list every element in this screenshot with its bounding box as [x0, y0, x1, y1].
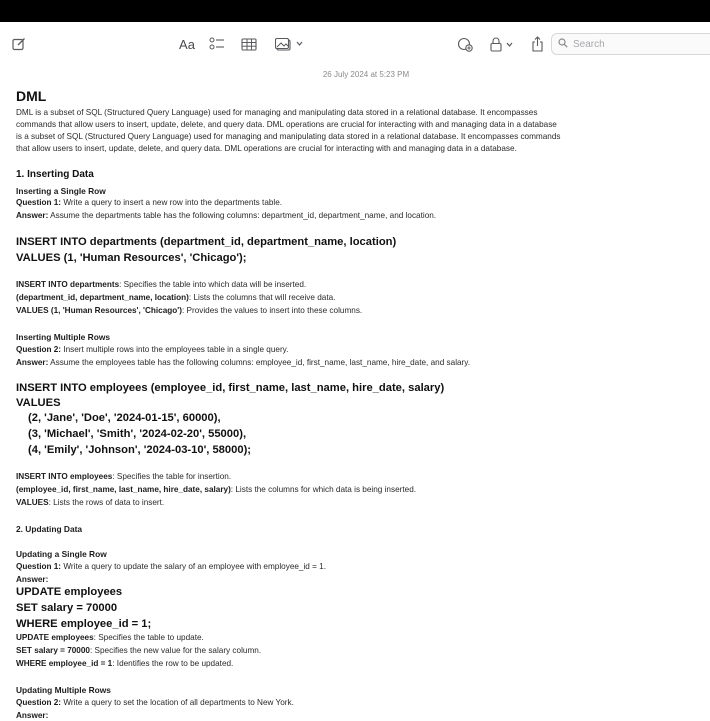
explanation-line	[16, 659, 233, 669]
top-black-bar	[0, 0, 710, 22]
explanation-text: : Specifies the table into which data will be inserted.	[119, 280, 307, 289]
note-title: DML	[16, 88, 47, 104]
answer-label: Answer:	[16, 358, 49, 367]
explanation-label: VALUES (1, 'Human Resources', 'Chicago')	[16, 306, 182, 315]
explanation-line	[16, 472, 231, 482]
answer-line	[16, 211, 436, 221]
explanation-text: : Lists the columns for which data is being inserted.	[230, 485, 417, 494]
code-line: INSERT INTO employees (employee_id, first_name, last_name, hire_date, salary)	[16, 382, 445, 394]
media-icon[interactable]	[274, 34, 306, 54]
explanation-text: : Lists the columns that will receive data.	[188, 293, 336, 302]
code-line: (3, 'Michael', 'Smith', '2024-02-20', 55000),	[28, 428, 247, 440]
question-line	[16, 345, 288, 355]
collaborate-icon[interactable]	[455, 34, 475, 54]
question-label: Question 2:	[16, 345, 62, 354]
subsection-heading: Inserting a Single Row	[16, 186, 106, 196]
code-line: UPDATE employees	[16, 586, 123, 598]
explanation-text: : Specifies the new value for the salary column.	[89, 646, 262, 655]
explanation-label: (employee_id, first_name, last_name, hire_date, salary)	[16, 485, 231, 494]
explanation-text: : Specifies the table to update.	[93, 633, 204, 642]
code-line: (2, 'Jane', 'Doe', '2024-01-15', 60000),	[28, 412, 221, 424]
explanation-line	[16, 293, 335, 303]
share-icon[interactable]	[528, 34, 546, 54]
code-line: VALUES	[16, 397, 61, 409]
intro-line: commands that allow users to insert, update, delete, and query data. DML operations are crucial for interacting with and managing data in a database	[16, 120, 557, 129]
question-line	[16, 198, 282, 208]
intro-line: that allow users to insert, update, delete, and query data. DML operations are crucial for interacting with and managing data in a database.	[16, 144, 517, 153]
search-input[interactable]	[551, 33, 710, 55]
explanation-label: VALUES	[16, 498, 49, 507]
code-line: INSERT INTO departments (department_id, department_name, location)	[16, 236, 397, 248]
compose-icon[interactable]	[10, 34, 28, 54]
question-text: Write a query to update the salary of an employee with employee_id = 1.	[61, 562, 327, 571]
subsection-heading: Inserting Multiple Rows	[16, 332, 110, 342]
lock-icon[interactable]	[487, 34, 517, 54]
question-text: Write a query to set the location of all departments to New York.	[61, 698, 294, 707]
explanation-label: INSERT INTO departments	[16, 280, 120, 289]
question-line	[16, 698, 294, 708]
question-line	[16, 562, 326, 572]
answer-label: Answer:	[16, 575, 49, 584]
question-label: Question 2:	[16, 698, 62, 707]
explanation-label: (department_id, department_name, location)	[16, 293, 189, 302]
explanation-text: : Specifies the table for insertion.	[112, 472, 232, 481]
question-label: Question 1:	[16, 562, 62, 571]
explanation-line	[16, 633, 204, 643]
intro-line: DML is a subset of SQL (Structured Query Language) used for managing and manipulating data stored in a relational database. It encompasses	[16, 108, 538, 117]
explanation-line	[16, 306, 362, 316]
table-icon[interactable]	[239, 34, 259, 54]
question-label: Question 1:	[16, 198, 62, 207]
explanation-text: : Identifies the row to be updated.	[112, 659, 234, 668]
section-heading: 1. Inserting Data	[16, 169, 94, 180]
search-placeholder: Search	[573, 38, 605, 50]
explanation-text: : Lists the rows of data to insert.	[48, 498, 165, 507]
answer-line	[16, 358, 470, 368]
explanation-label: INSERT INTO employees	[16, 472, 113, 481]
answer-label: Answer:	[16, 711, 49, 720]
answer-text: Assume the departments table has the following columns: department_id, department_name, and location.	[48, 211, 437, 220]
note-date: 26 July 2024 at 5:23 PM	[322, 70, 410, 79]
code-line: WHERE employee_id = 1;	[16, 618, 152, 630]
search-icon	[558, 35, 568, 53]
code-line: VALUES (1, 'Human Resources', 'Chicago');	[16, 252, 247, 264]
explanation-label: SET salary = 70000	[16, 646, 90, 655]
code-line: (4, 'Emily', 'Johnson', '2024-03-10', 58000);	[28, 444, 252, 456]
code-line: SET salary = 70000	[16, 602, 118, 614]
explanation-line	[16, 280, 306, 290]
explanation-line	[16, 485, 416, 495]
explanation-label: UPDATE employees	[16, 633, 94, 642]
section-heading: 2. Updating Data	[16, 524, 83, 534]
checklist-icon[interactable]	[208, 34, 226, 54]
format-button[interactable]: Aa	[179, 36, 195, 52]
explanation-label: WHERE employee_id = 1	[16, 659, 113, 668]
question-text: Insert multiple rows into the employees table in a single query.	[61, 345, 289, 354]
notes-toolbar	[0, 22, 710, 66]
intro-line: is a subset of SQL (Structured Query Language) used for managing and manipulating data stored in a relational database. It encompasses commands	[16, 132, 561, 141]
answer-text: Assume the employees table has the following columns: employee_id, first_name, last_name, hire_date, and salary.	[48, 358, 471, 367]
explanation-line	[16, 646, 261, 656]
explanation-line	[16, 498, 164, 508]
subsection-heading: Updating Multiple Rows	[16, 685, 111, 695]
question-text: Write a query to insert a new row into the departments table.	[61, 198, 283, 207]
subsection-heading: Updating a Single Row	[16, 549, 107, 559]
explanation-text: : Provides the values to insert into these columns.	[181, 306, 363, 315]
answer-label: Answer:	[16, 211, 49, 220]
